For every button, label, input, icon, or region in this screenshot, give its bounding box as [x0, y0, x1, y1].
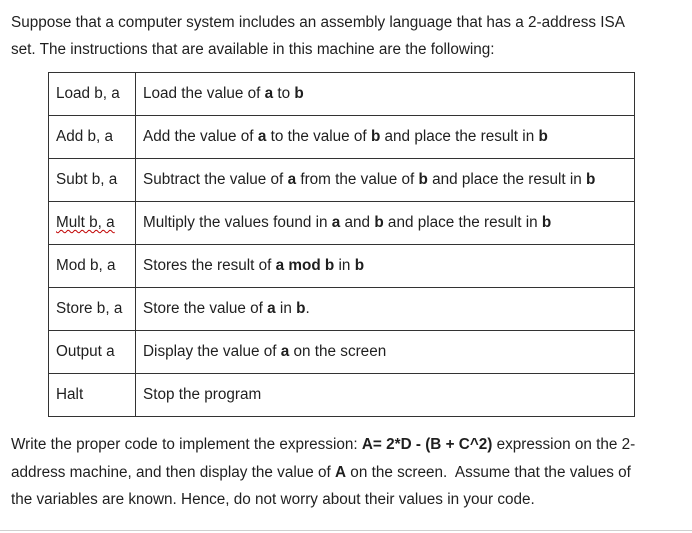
description-cell	[136, 116, 635, 159]
desc-text: from the value of	[296, 171, 419, 188]
instruction-cell: Subt b, a	[49, 159, 136, 202]
desc-text: Add the value of	[143, 128, 258, 145]
instruction-table	[48, 72, 635, 417]
desc-text: in	[275, 300, 297, 317]
description-cell	[136, 288, 635, 331]
desc-bold: b	[296, 300, 306, 317]
table-row	[49, 374, 635, 417]
instruction-cell: Output a	[49, 331, 136, 374]
desc-bold: a	[267, 300, 276, 317]
desc-bold: a mod b	[275, 257, 335, 274]
instruction-text: Mult b, a	[56, 214, 115, 231]
desc-text: to	[273, 85, 295, 102]
desc-bold: b	[374, 214, 384, 231]
table-row	[49, 202, 635, 245]
desc-text: Stores the result of	[143, 257, 276, 274]
description-cell	[136, 73, 635, 116]
intro-line-2: set. The instructions that are available in this machine are the following:	[11, 41, 495, 58]
desc-bold: b	[538, 128, 548, 145]
intro-line-1: Suppose that a computer system includes an assembly language that has a 2-address ISA	[11, 14, 625, 31]
description-cell	[136, 202, 635, 245]
table-row	[49, 159, 635, 202]
desc-text: and place the result in	[383, 214, 542, 231]
description-cell	[136, 245, 635, 288]
desc-bold: b	[294, 85, 304, 102]
description-cell	[136, 331, 635, 374]
desc-bold: b	[586, 171, 596, 188]
table-row	[49, 288, 635, 331]
question-line-3: the variables are known. Hence, do not worry about their values in your code.	[11, 491, 535, 508]
description-cell	[136, 374, 635, 417]
question-line-2	[11, 459, 687, 487]
desc-bold: b	[541, 214, 552, 231]
instruction-cell: Add b, a	[49, 116, 136, 159]
desc-bold: a	[280, 343, 290, 360]
desc-bold: a	[287, 171, 297, 188]
desc-text: and place the result in	[380, 128, 539, 145]
question-text: address machine, and then display the value of	[11, 463, 335, 481]
desc-text: Display the value of	[143, 343, 281, 360]
desc-text: to the value of	[266, 128, 371, 145]
instruction-cell: Store b, a	[49, 288, 136, 331]
desc-text: in	[334, 257, 355, 274]
question-text: on the screen. Assume that the values of	[346, 463, 631, 481]
desc-text: and place the result in	[427, 171, 587, 188]
intro-paragraph	[11, 9, 687, 63]
desc-bold: a	[264, 85, 274, 102]
question-line-1	[11, 431, 687, 459]
question-text: Write the proper code to implement the expression:	[11, 436, 362, 453]
expression-text: A= 2*D - (B + C^2)	[361, 436, 493, 453]
table-row	[49, 73, 635, 116]
desc-bold: a	[257, 128, 267, 145]
desc-bold: b	[418, 171, 428, 188]
table-row	[49, 245, 635, 288]
desc-text: .	[305, 300, 310, 317]
desc-text: Load the value of	[143, 85, 265, 102]
desc-bold: b	[354, 257, 365, 274]
desc-text: Multiply the values found in	[143, 214, 332, 231]
instruction-cell: Halt	[49, 374, 136, 417]
instruction-cell	[49, 202, 136, 245]
description-cell	[136, 159, 635, 202]
question-text: expression on the 2-	[492, 436, 636, 453]
desc-text: and	[340, 214, 375, 231]
instruction-cell: Load b, a	[49, 73, 136, 116]
desc-text: Store the value of	[143, 300, 268, 317]
variable-a-text: A	[335, 463, 347, 481]
instruction-cell: Mod b, a	[49, 245, 136, 288]
desc-text: on the screen	[289, 343, 387, 360]
table-row	[49, 331, 635, 374]
desc-text: Stop the program	[143, 386, 262, 403]
desc-bold: b	[370, 128, 381, 145]
table-row	[49, 116, 635, 159]
desc-text: Subtract the value of	[143, 171, 288, 188]
question-paragraph	[11, 431, 687, 514]
desc-bold: a	[331, 214, 341, 231]
divider	[0, 530, 692, 531]
